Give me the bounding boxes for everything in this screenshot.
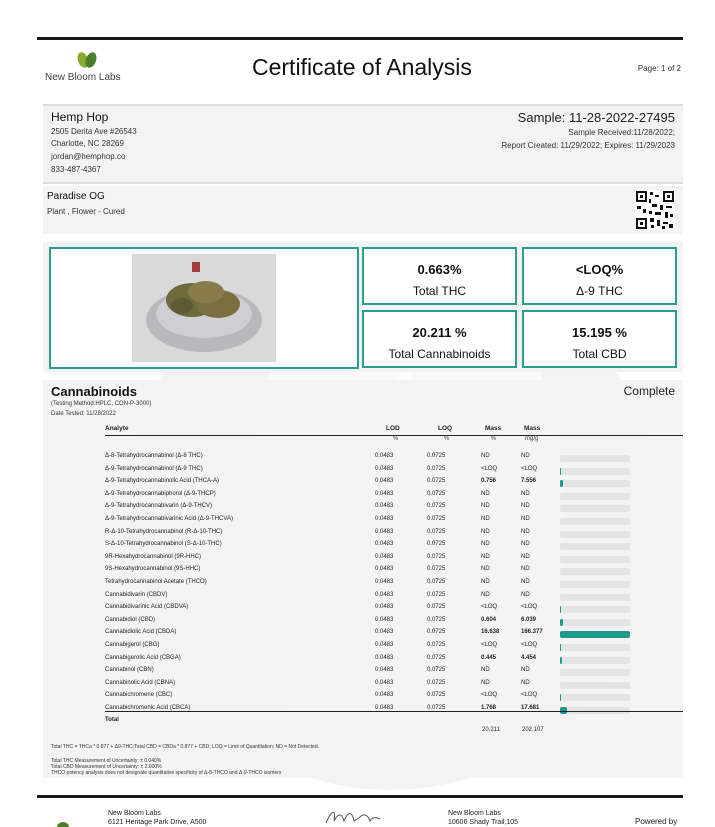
lod-cell: 0.0483 <box>375 516 394 522</box>
loq-cell: 0.0725 <box>427 516 446 522</box>
concentration-bar-fill <box>560 619 563 626</box>
lod-cell: 0.0483 <box>375 616 394 623</box>
leaf-logo-icon <box>75 51 99 71</box>
total-thc-card <box>362 247 517 305</box>
total-cbd-label: Total CBD <box>572 347 627 361</box>
total-rule <box>105 711 683 712</box>
concentration-bar-fill <box>560 657 562 664</box>
lod-cell: 0.0483 <box>375 541 394 548</box>
mass-mg-cell: 6.039 <box>521 616 537 623</box>
loq-cell: 0.0725 <box>427 705 446 711</box>
concentration-bar <box>560 531 630 538</box>
unit-mass-pct: % <box>491 436 497 442</box>
loq-cell: 0.0725 <box>427 490 446 497</box>
sample-id: Sample: 11-28-2022-27495 <box>517 110 675 125</box>
analyte-cell: R-Δ-10-Tetrahydrocannabinol (R-Δ-10-THC) <box>105 528 223 535</box>
client-address2: Charlotte, NC 28269 <box>51 139 124 148</box>
mass-pct-cell: ND <box>481 553 490 560</box>
table-header <box>105 425 683 436</box>
analyte-cell: Cannabigerolic Acid (CBGA) <box>105 654 181 661</box>
report-created: Report Created: 11/29/2022; Expires: 11/29/2023 <box>501 141 675 150</box>
table-row <box>105 680 683 692</box>
loq-cell: 0.0725 <box>427 453 446 459</box>
mass-mg-cell: ND <box>521 553 530 560</box>
mass-mg-cell: <LOQ <box>521 465 538 472</box>
concentration-bar <box>560 682 630 689</box>
analyte-cell: Cannabichromenic Acid (CBCA) <box>105 705 191 711</box>
mass-mg-cell: 7.556 <box>521 478 537 485</box>
total-pct: 20.211 <box>482 727 500 733</box>
mass-mg-cell: 4.454 <box>521 654 537 661</box>
analyte-cell: Δ-9-Tetrahydrocannabinol (Δ-9 THC) <box>105 465 203 472</box>
total-values-row <box>105 727 683 739</box>
total-cannabinoids-card <box>362 310 517 368</box>
table-row <box>105 566 683 578</box>
table-row <box>105 541 683 553</box>
cannabinoids-panel <box>43 380 683 778</box>
analyte-cell: Δ-9-Tetrahydrocannabiphorol (Δ-9-THCP) <box>105 490 216 497</box>
loq-cell: 0.0725 <box>427 553 446 560</box>
mass-mg-cell: ND <box>521 591 530 598</box>
mass-pct-cell: 0.445 <box>481 654 497 661</box>
loq-cell: 0.0725 <box>427 465 446 472</box>
table-row <box>105 655 683 667</box>
concentration-bar <box>560 606 630 613</box>
concentration-bar <box>560 543 630 550</box>
mass-pct-cell: ND <box>481 679 490 686</box>
loq-cell: 0.0725 <box>427 667 446 674</box>
table-row <box>105 491 683 503</box>
cannabinoids-title: Cannabinoids <box>51 384 137 399</box>
mass-pct-cell: ND <box>481 453 490 459</box>
mass-mg-cell: ND <box>521 579 530 585</box>
mass-mg-cell: ND <box>521 503 530 510</box>
lod-cell: 0.0483 <box>375 490 394 497</box>
footer-lab2-name: New Bloom Labs <box>448 810 501 817</box>
mass-pct-cell: <LOQ <box>481 604 498 611</box>
mass-pct-cell: 16.638 <box>481 629 500 636</box>
lod-cell: 0.0483 <box>375 503 394 510</box>
table-row <box>105 692 683 704</box>
loq-cell: 0.0725 <box>427 478 446 485</box>
lod-cell: 0.0483 <box>375 566 394 573</box>
table-row <box>105 466 683 478</box>
concentration-bar <box>560 480 630 487</box>
mass-pct-cell: ND <box>481 591 490 598</box>
analyte-cell: Cannabinolic Acid (CBNA) <box>105 679 176 686</box>
date-tested: Date Tested: 11/28/2022 <box>51 411 116 417</box>
product-panel <box>43 186 683 234</box>
concentration-bar-fill <box>560 694 561 701</box>
analyte-cell: S-Δ-10-Tetrahydrocannabinol (S-Δ-10-THC) <box>105 541 222 548</box>
lod-cell: 0.0483 <box>375 579 394 585</box>
analyte-cell: Δ-9-Tetrahydrocannabivarinic Acid (Δ-9-THCVA) <box>105 516 233 522</box>
mass-pct-cell: <LOQ <box>481 465 498 472</box>
lod-cell: 0.0483 <box>375 591 394 598</box>
footer-rule <box>37 795 683 798</box>
table-row <box>105 667 683 679</box>
table-row <box>105 629 683 641</box>
footer-lab2-address: 10606 Shady Trail,105 <box>448 819 519 826</box>
loq-cell: 0.0725 <box>427 642 446 648</box>
mass-pct-cell: ND <box>481 667 490 674</box>
total-cbd-value: 15.195 % <box>572 325 627 340</box>
concentration-bar <box>560 556 630 563</box>
thco-note: THCO potency analysis does not designate quantitative specificity of Δ-8-THCO and Δ-9-THCO isomers <box>51 770 282 776</box>
mass-pct-cell: ND <box>481 541 490 548</box>
mass-pct-cell: ND <box>481 579 490 585</box>
d9-thc-value: <LOQ% <box>575 262 624 277</box>
mass-mg-cell: <LOQ <box>521 642 538 648</box>
concentration-bar <box>560 468 630 475</box>
client-info-panel <box>43 104 683 184</box>
client-email: jordan@hemphop.co <box>51 152 126 161</box>
mass-mg-cell: ND <box>521 490 530 497</box>
loq-cell: 0.0725 <box>427 654 446 661</box>
lod-cell: 0.0483 <box>375 679 394 686</box>
header-lod: LOD <box>386 425 400 432</box>
footer-leaf-icon <box>57 820 69 827</box>
lod-cell: 0.0483 <box>375 705 394 711</box>
mass-mg-cell: ND <box>521 667 530 674</box>
mass-mg-cell: <LOQ <box>521 692 538 699</box>
total-mg: 202.107 <box>522 727 544 733</box>
loq-cell: 0.0725 <box>427 616 446 623</box>
unit-lod: % <box>393 436 399 442</box>
sample-received: Sample Received:11/28/2022; <box>568 128 675 137</box>
page-footer <box>37 795 683 827</box>
product-type: Plant , Flower - Cured <box>47 207 125 216</box>
mass-pct-cell: <LOQ <box>481 692 498 699</box>
mass-mg-cell: 166.377 <box>521 629 543 636</box>
mass-pct-cell: 0.756 <box>481 478 497 485</box>
total-label: Total <box>105 717 119 723</box>
header-loq: LOQ <box>438 425 453 432</box>
signature-image <box>322 807 382 827</box>
total-cannabinoids-label: Total Cannabinoids <box>388 347 491 361</box>
concentration-bar <box>560 493 630 500</box>
cbd-uncertainty-note: Total CBD Measurement of Uncertainty: ± 2.000% <box>51 764 162 770</box>
table-row <box>105 453 683 465</box>
header-analyte: Analyte <box>105 425 129 432</box>
mass-mg-cell: <LOQ <box>521 604 538 611</box>
lod-cell: 0.0483 <box>375 629 394 636</box>
unit-mass-mg: mg/g <box>525 436 539 442</box>
loq-cell: 0.0725 <box>427 604 446 611</box>
total-cannabinoids-value: 20.211 % <box>412 325 467 340</box>
page-number: Page: 1 of 2 <box>637 64 681 73</box>
mass-pct-cell: 1.768 <box>481 705 497 711</box>
page-title: Certificate of Analysis <box>252 54 472 80</box>
mass-pct-cell: ND <box>481 490 490 497</box>
concentration-bar-fill <box>560 468 561 475</box>
analyte-cell: Cannabichromene (CBC) <box>105 692 173 699</box>
table-row <box>105 579 683 591</box>
sample-photo <box>132 254 276 362</box>
concentration-bar-fill <box>560 644 561 651</box>
page-header <box>37 40 683 94</box>
lod-cell: 0.0483 <box>375 453 394 459</box>
d9-thc-card <box>522 247 677 305</box>
mass-pct-cell: ND <box>481 528 490 535</box>
lod-cell: 0.0483 <box>375 654 394 661</box>
product-name: Paradise OG <box>47 191 105 202</box>
mass-mg-cell: ND <box>521 679 530 686</box>
concentration-bar <box>560 694 630 701</box>
concentration-bar <box>560 619 630 626</box>
cannabinoids-status: Complete <box>623 384 675 398</box>
analyte-cell: 9R-Hexahydrocannabinol (9R-HHC) <box>105 553 202 560</box>
concentration-bar <box>560 505 630 512</box>
table-row <box>105 592 683 604</box>
analyte-cell: Cannabigerol (CBG) <box>105 642 160 648</box>
concentration-bar-fill <box>560 480 563 487</box>
lod-cell: 0.0483 <box>375 667 394 674</box>
table-row <box>105 642 683 654</box>
table-row <box>105 529 683 541</box>
sample-photo-frame <box>49 247 359 369</box>
loq-cell: 0.0725 <box>427 629 446 636</box>
analyte-cell: Δ-8-Tetrahydrocannabinol (Δ-8 THC) <box>105 453 203 459</box>
client-phone: 833-487-4367 <box>51 165 101 174</box>
analyte-cell: Cannabidiolic Acid (CBDA) <box>105 629 177 636</box>
qr-code-icon[interactable] <box>635 190 675 230</box>
header-mass-mg: Mass <box>524 425 541 432</box>
concentration-bar <box>560 631 630 638</box>
header-mass-pct: Mass <box>485 425 502 432</box>
lod-cell: 0.0483 <box>375 604 394 611</box>
table-row <box>105 554 683 566</box>
table-row <box>105 516 683 528</box>
concentration-bar <box>560 581 630 588</box>
loq-cell: 0.0725 <box>427 591 446 598</box>
concentration-bar <box>560 518 630 525</box>
unit-loq: % <box>444 436 450 442</box>
concentration-bar <box>560 455 630 462</box>
table-row <box>105 503 683 515</box>
mass-mg-cell: ND <box>521 541 530 548</box>
thc-uncertainty-note: Total THC Measurement of Uncertainty: ± 0.040% <box>51 758 162 764</box>
logo-text: New Bloom Labs <box>45 72 121 83</box>
loq-cell: 0.0725 <box>427 566 446 573</box>
concentration-bar <box>560 644 630 651</box>
concentration-bar-fill <box>560 631 630 638</box>
lod-cell: 0.0483 <box>375 553 394 560</box>
formula-note: Total THC = THCa * 0.877 + Δ9-THC;Total CBD = CBDa * 0.877 + CBD; LOQ = Limit of Quantitation; ND = Not Detected. <box>51 744 319 750</box>
mass-pct-cell: ND <box>481 503 490 510</box>
mass-mg-cell: ND <box>521 566 530 573</box>
analyte-cell: Cannabidivarinic Acid (CBDVA) <box>105 604 189 611</box>
mass-mg-cell: ND <box>521 528 530 535</box>
concentration-bar <box>560 568 630 575</box>
lod-cell: 0.0483 <box>375 528 394 535</box>
mass-pct-cell: <LOQ <box>481 642 498 648</box>
analyte-cell: Δ-9-Tetrahydrocannabivarin (Δ-9-THCV) <box>105 503 213 510</box>
mass-mg-cell: 17.681 <box>521 705 540 711</box>
lod-cell: 0.0483 <box>375 692 394 699</box>
mass-pct-cell: 0.604 <box>481 616 497 623</box>
concentration-bar <box>560 594 630 601</box>
loq-cell: 0.0725 <box>427 692 446 699</box>
concentration-bar <box>560 669 630 676</box>
analyte-cell: Cannabidivarin (CBDV) <box>105 591 168 598</box>
analyte-cell: Δ-9-Tetrahydrocannabinolic Acid (THCA-A) <box>105 478 220 485</box>
loq-cell: 0.0725 <box>427 541 446 548</box>
table-row <box>105 617 683 629</box>
total-thc-label: Total THC <box>412 284 467 298</box>
units-row <box>105 436 683 446</box>
mass-pct-cell: ND <box>481 516 490 522</box>
loq-cell: 0.0725 <box>427 528 446 535</box>
loq-cell: 0.0725 <box>427 679 446 686</box>
total-thc-value: 0.663% <box>417 262 462 277</box>
mass-pct-cell: ND <box>481 566 490 573</box>
table-row <box>105 604 683 616</box>
analyte-cell: Cannabidiol (CBD) <box>105 616 156 623</box>
summary-panel <box>43 242 683 372</box>
testing-method: (Testing Method:HPLC, CON-P-3000) <box>51 401 152 407</box>
loq-cell: 0.0725 <box>427 503 446 510</box>
client-address1: 2505 Derita Ave #26543 <box>51 127 137 136</box>
concentration-bar <box>560 657 630 664</box>
lod-cell: 0.0483 <box>375 642 394 648</box>
powered-by: Powered by <box>635 817 678 826</box>
d9-thc-label: Δ-9 THC <box>576 284 623 298</box>
total-cbd-card <box>522 310 677 368</box>
lod-cell: 0.0483 <box>375 478 394 485</box>
analyte-cell: Cannabinol (CBN) <box>105 667 154 674</box>
client-name: Hemp Hop <box>51 110 109 124</box>
analyte-cell: 9S-Hexahydrocannabinol (9S-HHC) <box>105 566 201 573</box>
footer-lab1-name: New Bloom Labs <box>108 810 161 817</box>
lod-cell: 0.0483 <box>375 465 394 472</box>
concentration-bar-fill <box>560 606 561 613</box>
mass-mg-cell: ND <box>521 516 530 522</box>
analyte-cell: Tetrahydrocannabinol Acetate (THCO) <box>105 579 207 585</box>
table-row <box>105 478 683 490</box>
mass-mg-cell: ND <box>521 453 530 459</box>
loq-cell: 0.0725 <box>427 579 446 585</box>
footer-lab1-address: 6121 Heritage Park Drive, A500 <box>108 819 207 826</box>
